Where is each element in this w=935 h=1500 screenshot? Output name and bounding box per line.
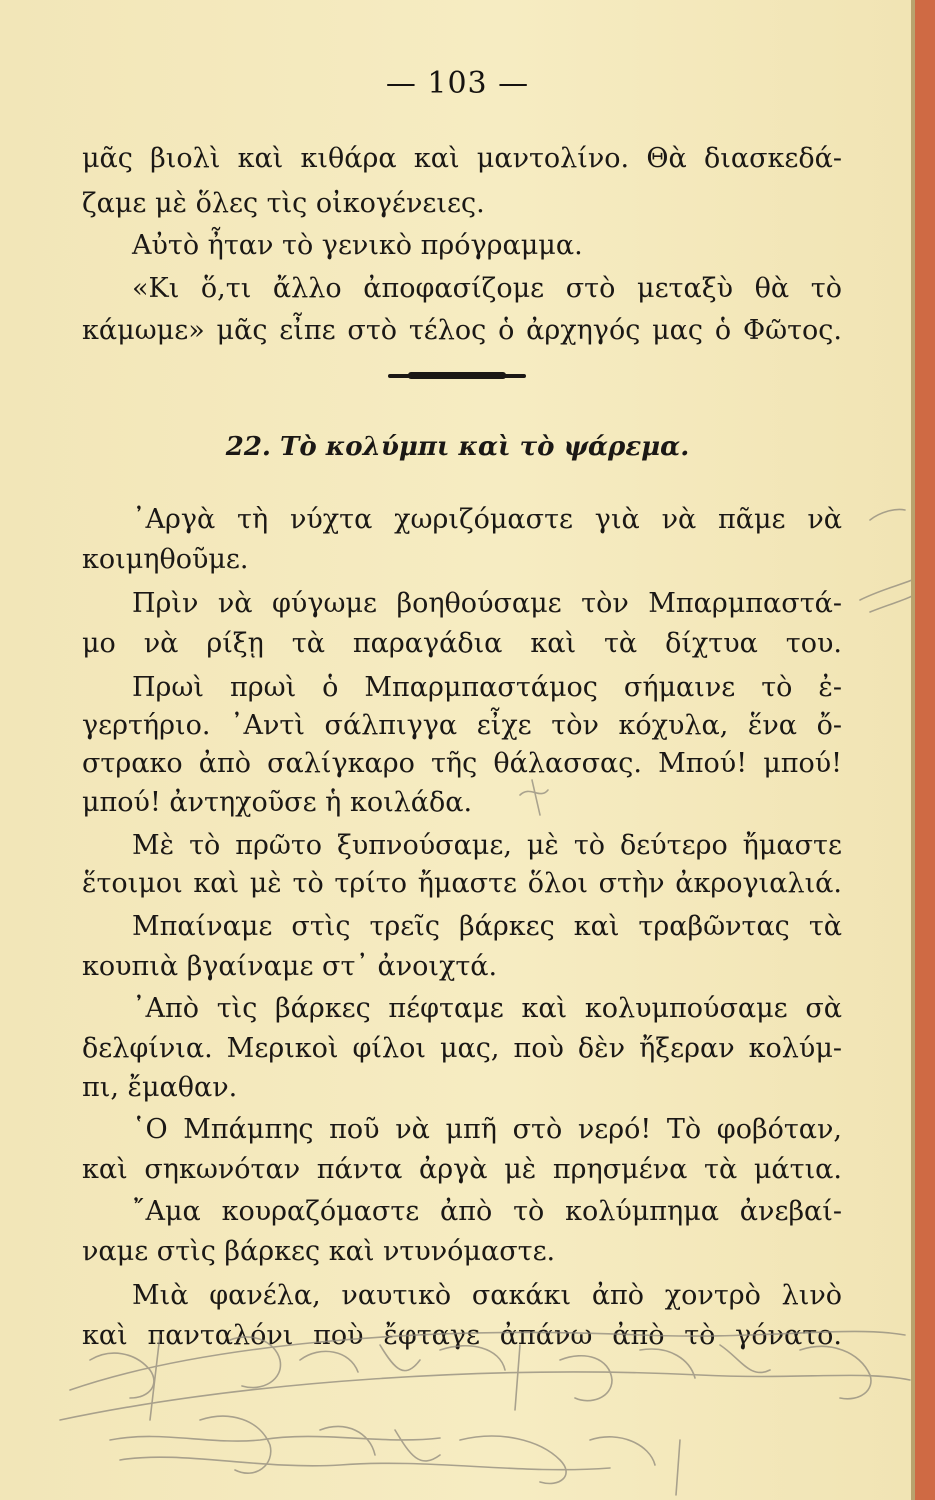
text-line: ᾿Απὸ τὶς βάρκες πέφταμε καὶ κολυμπούσαμε σὰ (132, 993, 842, 1024)
text-line: μᾶς βιολὶ καὶ κιθάρα καὶ μαντολίνο. Θὰ διασκεδά- (82, 143, 842, 174)
text-line: κοιμηθοῦμε. (82, 544, 249, 575)
page-number: — 103 — (385, 66, 530, 101)
text-line: γερτήριο. ᾿Αντὶ σάλπιγγα εἶχε τὸν κόχυλα, ἕνα ὄ- (82, 710, 842, 741)
text-line: Πρὶν νὰ φύγωμε βοηθούσαμε τὸν Μπαρμπαστά- (132, 588, 842, 619)
text-line: Πρωὶ πρωὶ ὁ Μπαρμπαστάμος σήμαινε τὸ ἐ- (132, 672, 842, 703)
text-line: κουπιὰ βγαίναμε στ᾿ ἀνοιχτά. (82, 951, 498, 982)
text-line: Μιὰ φανέλα, ναυτικὸ σακάκι ἀπὸ χοντρὸ λινὸ (132, 1280, 842, 1311)
text-line: ἕτοιμοι καὶ μὲ τὸ τρίτο ἤμαστε ὅλοι στὴν ἀκρογιαλιά. (82, 868, 842, 899)
text-line: καὶ πανταλόνι ποὺ ἔφταγε ἀπάνω ἀπὸ τὸ γόνατο. (82, 1320, 842, 1351)
section-divider (388, 374, 526, 378)
text-line: ζαμε μὲ ὅλες τὶς οἰκογένειες. (82, 188, 485, 219)
text-line: δελφίνια. Μερικοὶ φίλοι μας, ποὺ δὲν ἤξεραν κολύμ- (82, 1033, 842, 1064)
text-line: ναμε στὶς βάρκες καὶ ντυνόμαστε. (82, 1236, 556, 1267)
text-line: Αὐτὸ ἦταν τὸ γενικὸ πρόγραμμα. (132, 230, 583, 261)
text-line: ῎Αμα κουραζόμαστε ἀπὸ τὸ κολύμπημα ἀνεβαί- (132, 1196, 842, 1227)
text-line: Μπαίναμε στὶς τρεῖς βάρκες καὶ τραβῶντας τὰ (132, 911, 842, 942)
text-line: στρακο ἀπὸ σαλίγκαρο τῆς θάλασσας. Μπού! μπού! (82, 748, 842, 779)
text-line: μπού! ἀντηχοῦσε ἡ κοιλάδα. (82, 787, 473, 818)
text-line: μο νὰ ρίξῃ τὰ παραγάδια καὶ τὰ δίχτυα του. (82, 628, 842, 659)
text-line: Μὲ τὸ πρῶτο ξυπνούσαμε, μὲ τὸ δεύτερο ἤμαστε (132, 830, 842, 861)
text-line: «Κι ὅ,τι ἄλλο ἀποφασίζομε στὸ μεταξὺ θὰ τὸ (132, 273, 842, 304)
text-line: καὶ σηκωνόταν πάντα ἀργὰ μὲ πρησμένα τὰ μάτια. (82, 1154, 842, 1185)
section-title: 22. Τὸ κολύμπι καὶ τὸ ψάρεμα. (225, 432, 690, 462)
text-line: κάμωμε» μᾶς εἶπε στὸ τέλος ὁ ἀρχηγός μας ὁ Φῶτος. (82, 315, 842, 346)
text-line: ῾Ο Μπάμπης ποῦ νὰ μπῆ στὸ νερό! Τὸ φοβόταν, (132, 1114, 842, 1145)
text-line: πι, ἔμαθαν. (82, 1072, 238, 1103)
text-line: ᾿Αργὰ τὴ νύχτα χωριζόμαστε γιὰ νὰ πᾶμε νὰ (132, 504, 842, 535)
